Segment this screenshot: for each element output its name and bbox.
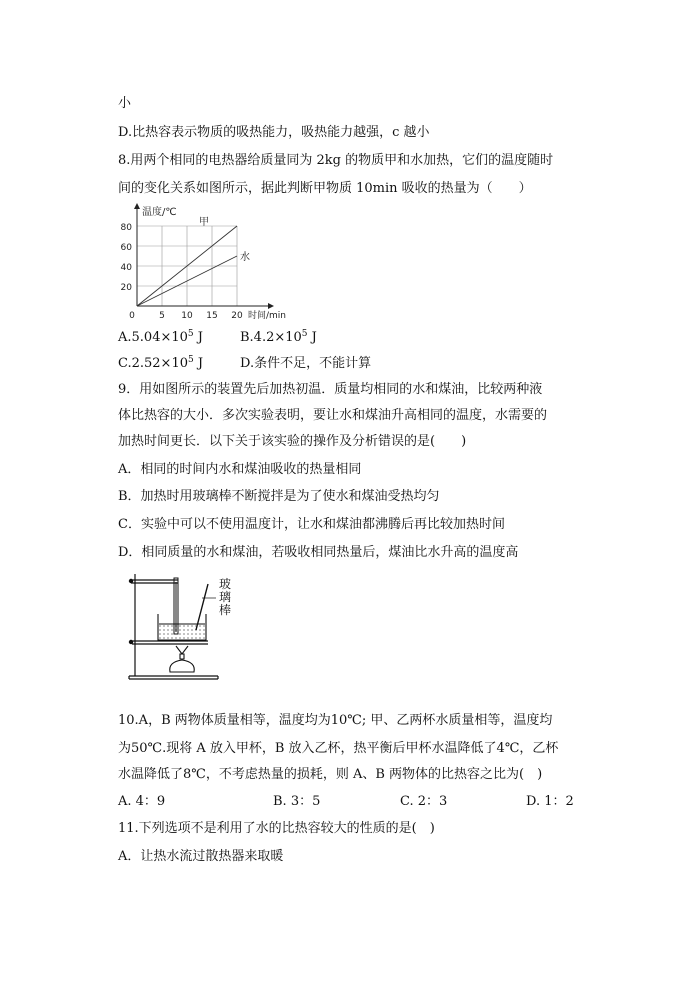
question-11-line-1: 11.下列选项不是利用了水的比热容较大的性质的是( ) xyxy=(118,821,435,836)
y-axis-label: 温度/℃ xyxy=(142,207,177,218)
q8-option-a: $A.5.04\times 10^5$ J xyxy=(118,329,203,345)
question-9-line-2: 体比热容的大小．多次实验表明，要让水和煤油升高相同的温度，水需要的 xyxy=(118,408,548,423)
label-glass-rod-1: 玻 xyxy=(219,577,232,591)
ring-knob xyxy=(129,640,133,644)
q9-option-b: B．加热时用玻璃棒不断搅拌是为了使水和煤油受热均匀 xyxy=(118,489,440,504)
x-tick-label: 15 xyxy=(206,311,218,321)
y-tick-label: 60 xyxy=(120,243,132,253)
q10-option-b: B. 3：5 xyxy=(273,794,321,809)
heating-apparatus-figure xyxy=(118,568,238,688)
label-glass-rod-2: 璃 xyxy=(219,590,232,604)
q8-option-b: $B.4.2\times 10^5$ J xyxy=(240,329,317,345)
legend-label-jia: 甲 xyxy=(199,217,209,228)
question-9-line-1: 9．用如图所示的装置先后加热初温．质量均相同的水和煤油，比较两种液 xyxy=(118,382,543,397)
q9-option-c: C．实验中可以不使用温度计，让水和煤油都沸腾后再比较加热时间 xyxy=(118,517,505,532)
x-tick-label: 0 xyxy=(129,311,135,321)
x-tick-label: 10 xyxy=(181,311,193,321)
y-tick-label: 80 xyxy=(120,223,132,233)
alcohol-lamp xyxy=(170,646,195,672)
text-line-continuation: 小 xyxy=(118,96,132,111)
q9-option-d: D．相同质量的水和煤油，若吸收相同热量后，煤油比水升高的温度高 xyxy=(118,545,519,560)
x-axis-label: 时间/min xyxy=(248,311,287,321)
x-tick-label: 5 xyxy=(159,311,165,321)
y-tick-label: 20 xyxy=(120,283,132,293)
temperature-time-chart xyxy=(118,203,318,323)
q10-option-d: D. 1：2 xyxy=(526,794,574,809)
question-10-line-2: 为50℃.现将 A 放入甲杯，B 放入乙杯，热平衡后甲杯水温降低了4℃，乙杯 xyxy=(118,741,559,756)
q11-option-a: A．让热水流过散热器来取暖 xyxy=(118,849,284,864)
thermometer xyxy=(174,578,178,634)
q9-option-a: A．相同的时间内水和煤油吸收的热量相同 xyxy=(118,462,362,477)
question-8-line-1: 8.用两个相同的电热器给质量同为 2kg 的物质甲和水加热，它们的温度随时 xyxy=(118,153,554,168)
y-axis-arrow xyxy=(134,203,140,209)
question-10-line-1: 10.A，B 两物体质量相等，温度均为10℃; 甲、乙两杯水质量相等，温度均 xyxy=(118,713,553,728)
question-9-line-3: 加热时间更长．以下关于该实验的操作及分析错误的是( ) xyxy=(118,434,467,449)
x-tick-label: 20 xyxy=(231,311,243,321)
q8-option-d: D.条件不足，不能计算 xyxy=(240,356,372,371)
question-8-line-2: 间的变化关系如图所示，据此判断甲物质 10min 吸收的热量为（ ） xyxy=(118,181,532,196)
question-10-line-3: 水温降低了8℃，不考虑热量的损耗，则 A、B 两物体的比热容之比为( ) xyxy=(118,767,543,782)
x-axis-arrow xyxy=(268,303,274,309)
q8-option-c: $C.2.52\times 10^5$ J xyxy=(118,355,204,371)
legend-label-water: 水 xyxy=(240,252,250,263)
option-7d: D.比热容表示物质的吸热能力，吸热能力越强，c 越小 xyxy=(118,125,430,140)
y-tick-label: 40 xyxy=(120,263,132,273)
q10-option-c: C. 2：3 xyxy=(400,794,448,809)
label-glass-rod-3: 棒 xyxy=(219,603,232,617)
q10-option-a: A. 4：9 xyxy=(118,794,166,809)
clamp-knob xyxy=(129,579,133,583)
